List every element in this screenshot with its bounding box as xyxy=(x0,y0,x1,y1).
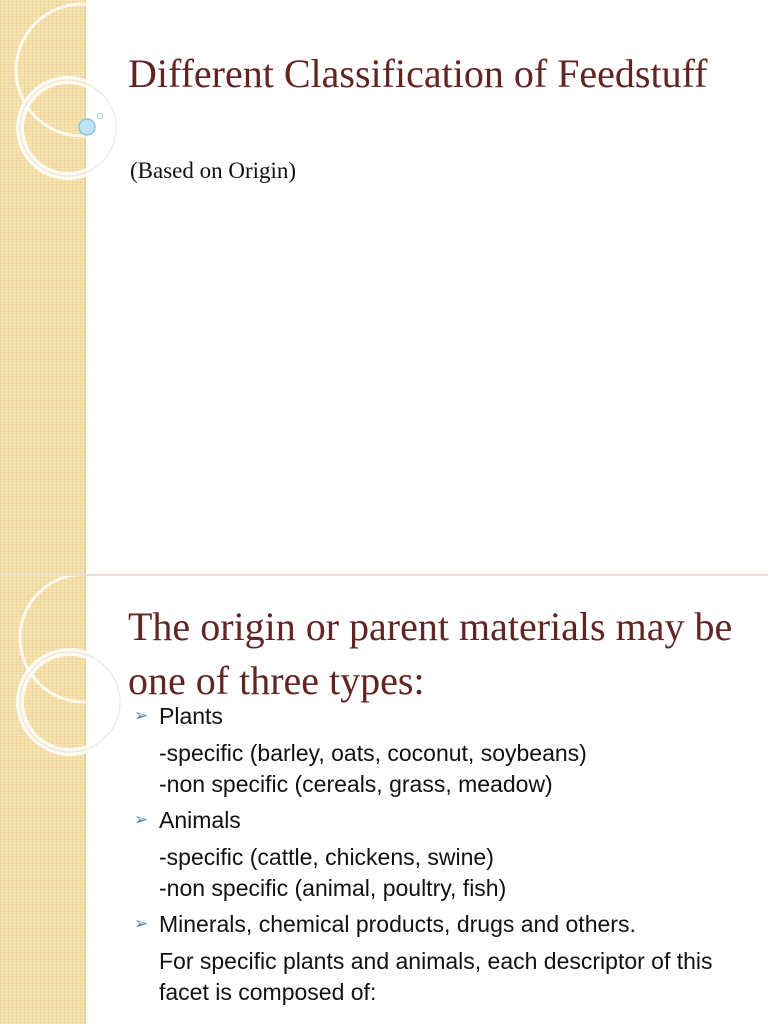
bullet-list xyxy=(134,700,754,1008)
bullet-label: Plants xyxy=(159,703,223,729)
sidebar-edge xyxy=(85,576,86,1024)
bullet-item xyxy=(134,908,754,940)
bullet-label: Animals xyxy=(159,807,241,833)
sub-item: -non specific (animal, poultry, fish) xyxy=(159,875,507,901)
bullet-label: Minerals, chemical products, drugs and others. xyxy=(159,911,636,937)
slide-title: The origin or parent materials may be one of three types: xyxy=(128,604,733,703)
sidebar-texture xyxy=(0,576,85,1024)
sub-item: -specific (cattle, chickens, swine) xyxy=(159,844,494,870)
arrow-bullet-icon: ➢ xyxy=(134,914,149,933)
arrow-bullet-icon: ➢ xyxy=(134,706,149,725)
sub-item: -non specific (cereals, grass, meadow) xyxy=(159,771,553,797)
bullet-item xyxy=(134,804,754,836)
sub-item: For specific plants and animals, each descriptor of this facet is composed of: xyxy=(159,948,713,1005)
arrow-bullet-icon: ➢ xyxy=(134,810,149,829)
slide-subtitle: (Based on Origin) xyxy=(130,158,297,183)
slide-2 xyxy=(0,576,768,1024)
sub-item: -specific (barley, oats, coconut, soybeans) xyxy=(159,740,587,766)
bullet-item xyxy=(134,700,754,732)
slide-title: Different Classification of Feedstuff xyxy=(128,51,708,96)
sidebar-texture xyxy=(0,0,85,574)
sidebar-edge xyxy=(85,0,86,574)
